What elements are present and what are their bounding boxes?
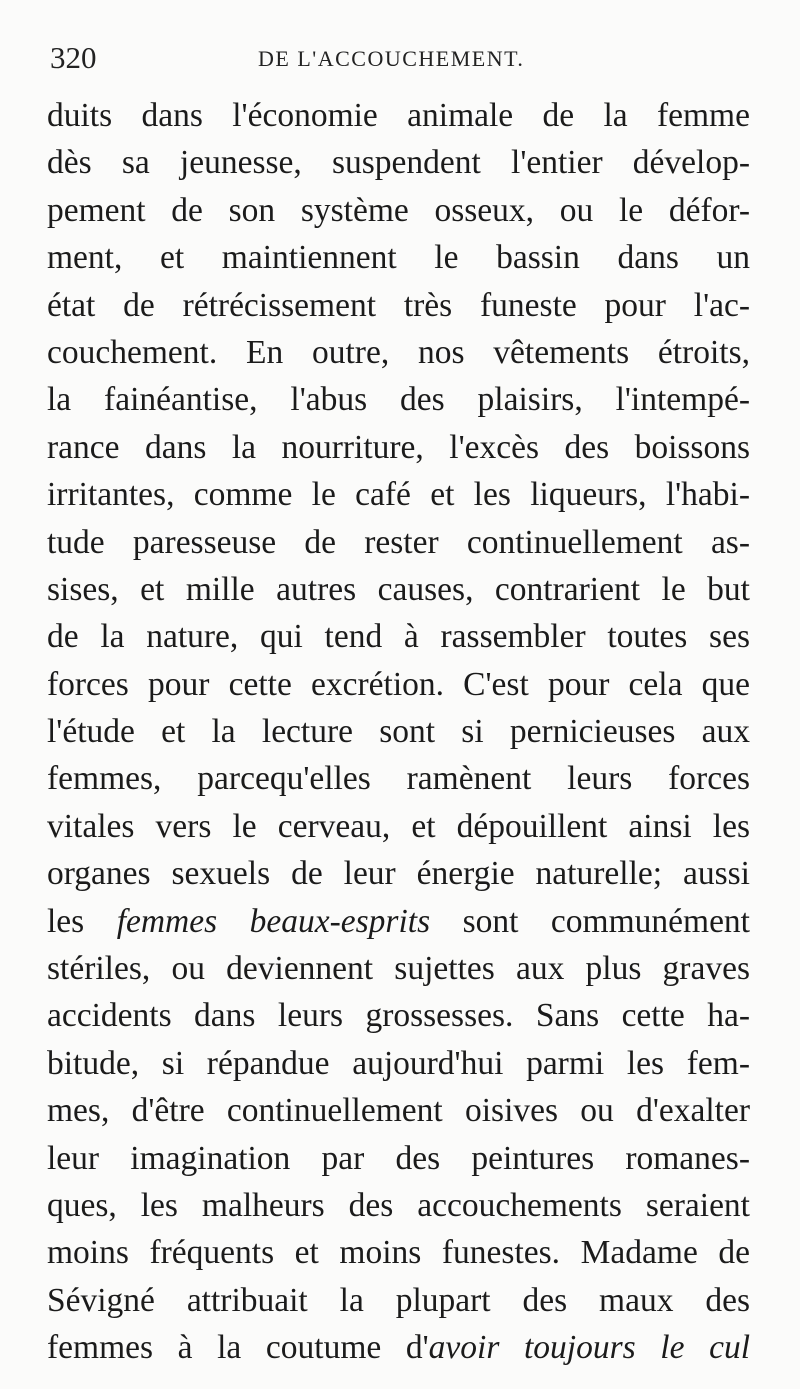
text-line (47, 1277, 750, 1324)
text-segment: la fainéantise, l'abus des plaisirs, l'intempé- (47, 381, 750, 419)
text-segment: couchement. En outre, nos vêtements étroits, (47, 333, 750, 371)
italic-text: avoir toujours le cul (428, 1329, 750, 1367)
text-line (47, 1135, 750, 1182)
text-line (47, 471, 750, 518)
text-line (47, 1324, 750, 1371)
text-line (47, 992, 750, 1039)
page-number: 320 (50, 40, 97, 75)
text-segment: moins fréquents et moins funestes. Madame de (47, 1234, 750, 1272)
text-segment: organes sexuels de leur énergie naturelle; aussi (47, 855, 750, 893)
italic-text: femmes beaux-esprits (116, 902, 431, 940)
text-segment: stériles, ou deviennent sujettes aux plus graves (47, 950, 750, 988)
text-segment: irritantes, comme le café et les liqueurs, l'habi- (47, 476, 750, 514)
text-segment: dès sa jeunesse, suspendent l'entier dévelop- (47, 144, 750, 182)
text-line (47, 187, 750, 234)
text-segment: état de rétrécissement très funeste pour l'ac- (47, 286, 750, 324)
text-line (47, 661, 750, 708)
text-line (47, 708, 750, 755)
text-segment: de la nature, qui tend à rassembler toutes ses (47, 618, 750, 656)
text-segment: pement de son système osseux, ou le défor- (47, 191, 750, 229)
text-segment: Sévigné attribuait la plupart des maux des (47, 1281, 750, 1319)
text-segment: sises, et mille autres causes, contrarient le but (47, 570, 750, 608)
text-segment: duits dans l'économie animale de la femme (47, 97, 750, 134)
text-line (47, 803, 750, 850)
body-text (47, 92, 750, 1372)
text-line (47, 613, 750, 660)
text-segment: forces pour cette excrétion. C'est pour cela que (47, 665, 750, 703)
text-line (47, 566, 750, 613)
text-line (47, 376, 750, 423)
text-line (47, 1229, 750, 1276)
text-segment: mes, d'être continuellement oisives ou d'exalter (47, 1092, 750, 1130)
text-line (47, 850, 750, 897)
text-line (47, 424, 750, 471)
text-segment: les (47, 902, 117, 940)
running-title: DE L'ACCOUCHEMENT. (258, 46, 525, 71)
text-line (47, 139, 750, 186)
text-segment: leur imagination par des peintures romanes- (47, 1139, 750, 1177)
text-segment: bitude, si répandue aujourd'hui parmi les fem- (47, 1044, 750, 1082)
text-line (47, 282, 750, 329)
text-line (47, 898, 750, 945)
running-head (50, 40, 750, 80)
text-line (47, 519, 750, 566)
text-segment: l'étude et la lecture sont si pernicieuses aux (47, 713, 750, 751)
text-line (47, 755, 750, 802)
text-segment: vitales vers le cerveau, et dépouillent ainsi les (47, 807, 750, 845)
text-segment: femmes, parcequ'elles ramènent leurs forces (47, 760, 750, 798)
text-line (47, 234, 750, 281)
text-segment: rance dans la nourriture, l'excès des boissons (47, 428, 750, 466)
text-segment: femmes à la coutume d' (47, 1329, 429, 1367)
text-segment: accidents dans leurs grossesses. Sans cette ha- (47, 997, 750, 1035)
text-line (47, 1182, 750, 1229)
text-segment: tude paresseuse de rester continuellement as- (47, 523, 750, 561)
text-line (47, 1040, 750, 1087)
text-line (47, 1087, 750, 1134)
text-line (47, 945, 750, 992)
text-line (47, 329, 750, 376)
text-segment: ques, les malheurs des accouchements seraient (47, 1186, 750, 1224)
text-segment: sont communément (430, 902, 750, 940)
text-line (47, 92, 750, 139)
text-segment: ment, et maintiennent le bassin dans un (47, 239, 750, 277)
